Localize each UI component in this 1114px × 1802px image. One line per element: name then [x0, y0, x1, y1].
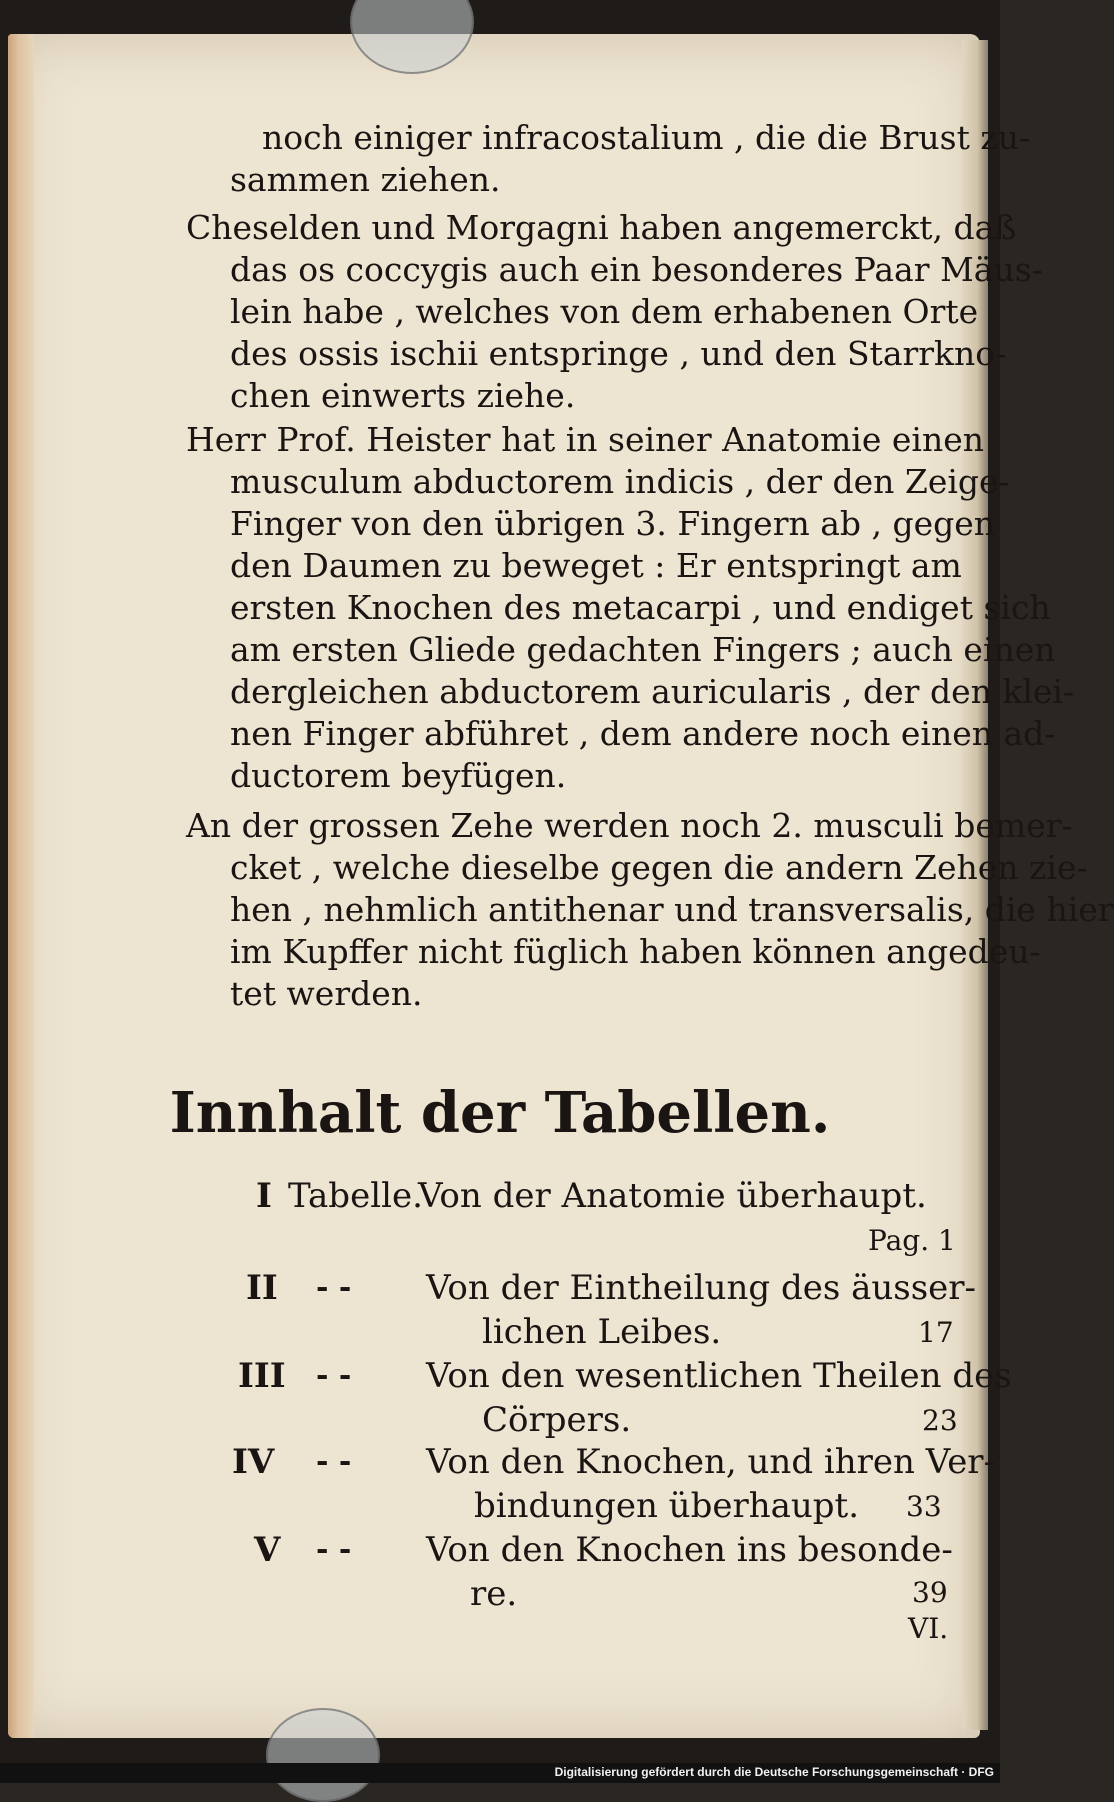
toc-entry-number: II — [246, 1268, 278, 1308]
page-clip-bottom — [266, 1708, 380, 1802]
text-line: chen einwerts ziehe. — [230, 376, 576, 415]
toc-entry-number: IV — [232, 1442, 275, 1482]
toc-entry-number: I — [256, 1176, 272, 1216]
toc-entry-title: Von den wesentlichen Theilen des — [426, 1356, 1012, 1396]
text-line: cket , welche dieselbe gegen die andern Zehen zie- — [230, 848, 1088, 887]
text-line: Herr Prof. Heister hat in seiner Anatomie einen — [186, 420, 984, 459]
text-line: sammen ziehen. — [230, 160, 501, 199]
toc-entry-dash: - - — [316, 1444, 352, 1479]
catchword: VI. — [908, 1612, 949, 1645]
text-line: des ossis ischii entspringe , und den Starrkno- — [230, 334, 1007, 373]
text-line: lein habe , welches von dem erhabenen Orte — [230, 292, 979, 331]
text-line: musculum abductorem indicis , der den Zeige- — [230, 462, 1010, 501]
toc-entry-title: lichen Leibes. — [482, 1312, 722, 1352]
toc-page-prefix: Pag. — [868, 1224, 930, 1257]
text-line: den Daumen zu beweget : Er entspringt am — [230, 546, 962, 585]
page-edge-left — [8, 34, 34, 1738]
toc-entry-label: Tabelle. — [288, 1176, 423, 1216]
toc-entry-dash: - - — [316, 1270, 352, 1305]
text-line: dergleichen abductorem auricularis , der den klei- — [230, 672, 1075, 711]
toc-entry-title: Cörpers. — [482, 1400, 632, 1440]
text-line: ersten Knochen des metacarpi , und endiget sich — [230, 588, 1051, 627]
toc-entry-title: Von der Anatomie überhaupt. — [418, 1176, 927, 1216]
toc-page-number: 1 — [938, 1224, 956, 1257]
toc-page-number: 39 — [912, 1576, 948, 1609]
text-line: noch einiger infracostalium , die die Brust zu- — [262, 118, 1031, 157]
text-line: Cheselden und Morgagni haben angemerckt, daß — [186, 208, 1017, 247]
toc-entry-dash: - - — [316, 1358, 352, 1393]
toc-page-number: 33 — [906, 1490, 942, 1523]
footer-credit: Digitalisierung gefördert durch die Deutsche Forschungsgemeinschaft · DFG — [554, 1765, 994, 1779]
text-line: Finger von den übrigen 3. Fingern ab , gegen — [230, 504, 996, 543]
text-line: An der grossen Zehe werden noch 2. musculi bemer- — [186, 806, 1073, 845]
toc-page-number: 17 — [918, 1316, 954, 1349]
text-line: tet werden. — [230, 974, 423, 1013]
text-line: das os coccygis auch ein besonderes Paar Mäus- — [230, 250, 1043, 289]
text-line: am ersten Gliede gedachten Fingers ; auch einen — [230, 630, 1056, 669]
toc-entry-number: V — [254, 1530, 281, 1570]
text-line: ductorem beyfügen. — [230, 756, 567, 795]
toc-page-number: 23 — [922, 1404, 958, 1437]
text-line: im Kupffer nicht füglich haben können angedeu- — [230, 932, 1041, 971]
toc-entry-title: re. — [470, 1574, 518, 1614]
toc-entry-title: Von den Knochen, und ihren Ver- — [426, 1442, 996, 1482]
toc-entry-title: Von der Eintheilung des äusser- — [426, 1268, 977, 1308]
text-line: hen , nehmlich antithenar und transversalis, die hier — [230, 890, 1114, 929]
toc-title: Innhalt der Tabellen. — [169, 1080, 831, 1146]
toc-entry-dash: - - — [316, 1532, 352, 1567]
text-line: nen Finger abführet , dem andere noch einen ad- — [230, 714, 1056, 753]
toc-entry-title: Von den Knochen ins besonde- — [426, 1530, 953, 1570]
toc-entry-title: bindungen überhaupt. — [474, 1486, 860, 1526]
toc-entry-number: III — [238, 1356, 286, 1396]
